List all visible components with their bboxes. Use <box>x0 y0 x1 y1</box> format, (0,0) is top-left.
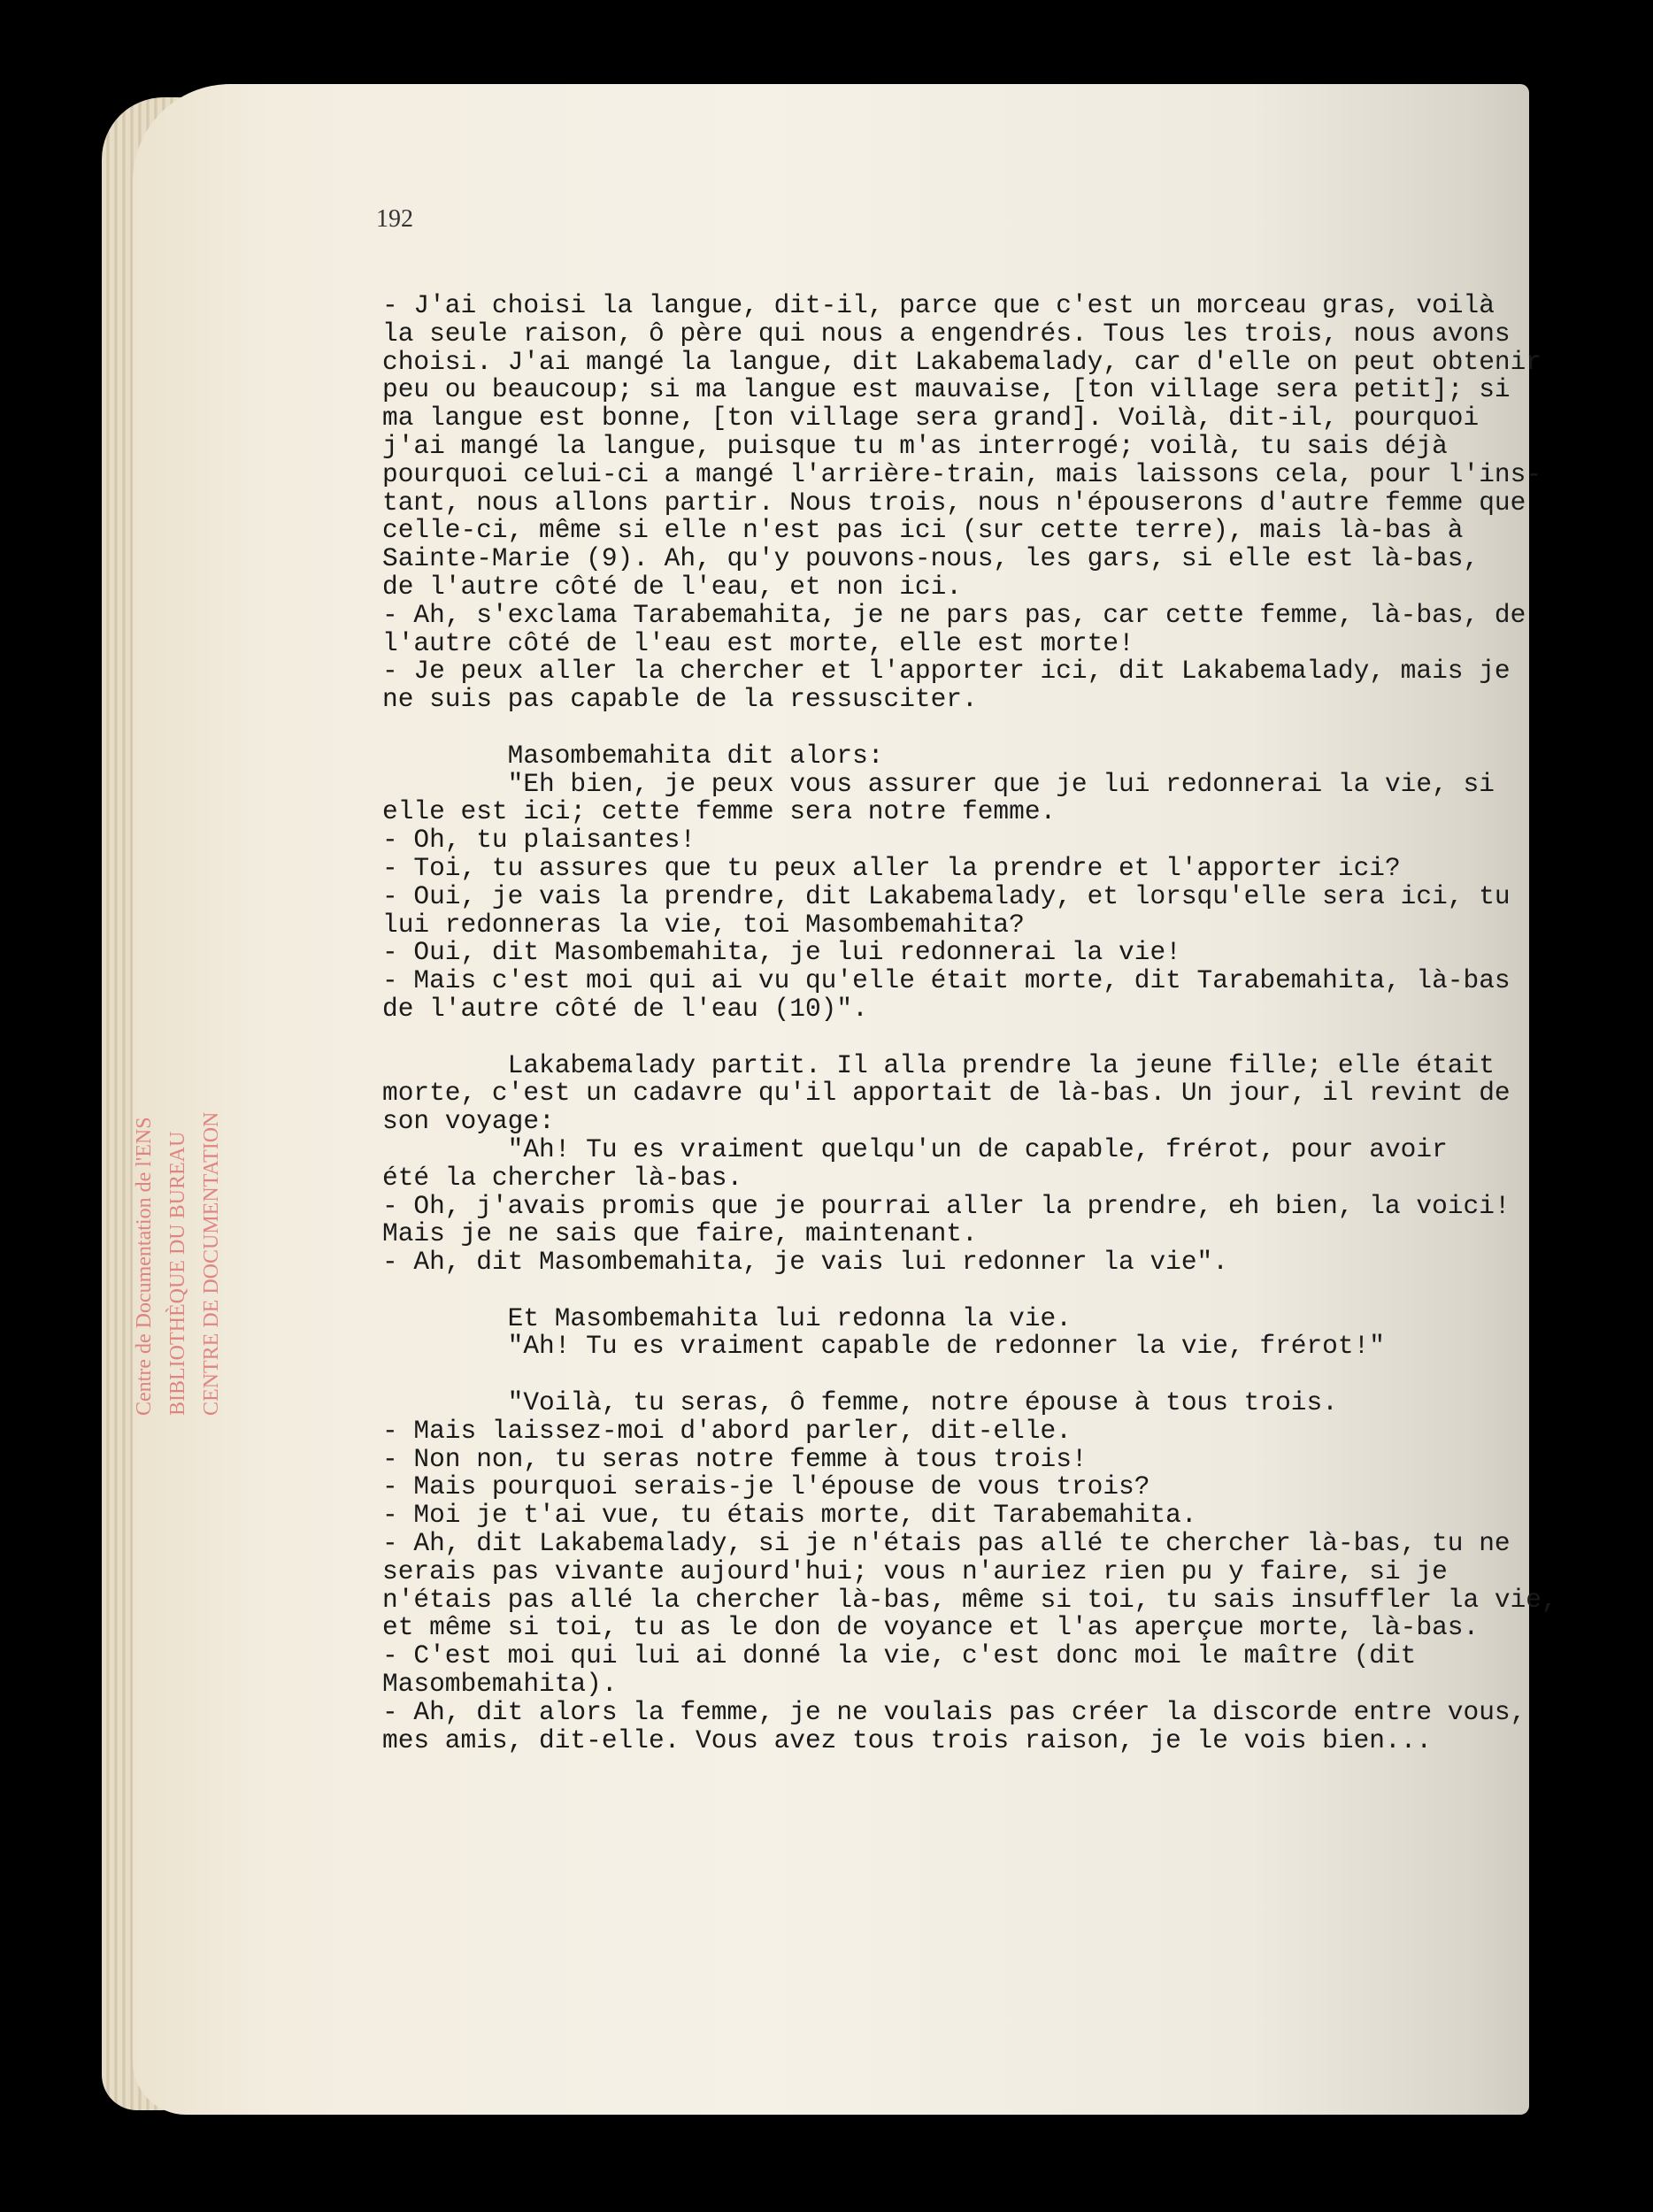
text-line: - Mais pourquoi serais-je l'épouse de vous trois? <box>382 1471 1150 1502</box>
text-line: Masombemahita dit alors: <box>382 740 884 771</box>
text-line: choisi. J'ai mangé la langue, dit Lakabemalady, car d'elle on peut obtenir <box>382 346 1542 377</box>
text-line: Lakabemalady partit. Il alla prendre la jeune fille; elle était <box>382 1049 1495 1080</box>
text-line: celle-ci, même si elle n'est pas ici (sur cette terre), mais là-bas à <box>382 515 1464 546</box>
text-line: - Toi, tu assures que tu peux aller la prendre et l'apporter ici? <box>382 852 1401 883</box>
text-line: - Oh, j'avais promis que je pourrai aller la prendre, eh bien, la voici! <box>382 1190 1511 1221</box>
stamp-line: CENTRE DE DOCUMENTATION <box>200 1111 223 1416</box>
text-line: n'étais pas allé la chercher là-bas, même si toi, tu sais insuffler la vie, <box>382 1584 1557 1615</box>
text-line: - Non non, tu seras notre femme à tous trois! <box>382 1443 1088 1474</box>
text-line: la seule raison, ô père qui nous a engendrés. Tous les trois, nous avons <box>382 318 1511 349</box>
text-line: - Mais c'est moi qui ai vu qu'elle était morte, dit Tarabemahita, là-bas <box>382 965 1511 996</box>
text-line: - J'ai choisi la langue, dit-il, parce que c'est un morceau gras, voilà <box>382 290 1495 320</box>
text-line: mes amis, dit-elle. Vous avez tous trois raison, je le vois bien... <box>382 1724 1433 1755</box>
text-line <box>382 1024 1533 1052</box>
text-line: j'ai mangé la langue, puisque tu m'as interrogé; voilà, tu sais déjà <box>382 430 1448 461</box>
text-line: - Ah, dit Masombemahita, je vais lui redonner la vie". <box>382 1247 1228 1278</box>
text-line: - C'est moi qui lui ai donné la vie, c'est donc moi le maître (dit <box>382 1640 1417 1671</box>
text-line: Sainte-Marie (9). Ah, qu'y pouvons-nous, les gars, si elle est là-bas, <box>382 543 1480 574</box>
text-line: tant, nous allons partir. Nous trois, nous n'épouserons d'autre femme que <box>382 487 1526 518</box>
text-line: "Ah! Tu es vraiment capable de redonner la vie, frérot!" <box>382 1331 1385 1362</box>
text-line: - Je peux aller la chercher et l'apporter ici, dit Lakabemalady, mais je <box>382 656 1511 687</box>
text-line: de l'autre côté de l'eau (10)". <box>382 993 868 1024</box>
text-line: ne suis pas capable de la ressusciter. <box>382 684 978 715</box>
text-line: - Ah, s'exclama Tarabemahita, je ne pars pas, car cette femme, là-bas, de <box>382 599 1526 630</box>
text-line <box>382 714 1533 742</box>
text-line: - Oh, tu plaisantes! <box>382 825 696 856</box>
text-line: été la chercher là-bas. <box>382 1162 743 1193</box>
text-line: serais pas vivante aujourd'hui; vous n'auriez rien pu y faire, si je <box>382 1555 1448 1586</box>
text-line: Masombemahita). <box>382 1669 618 1700</box>
page-body-text <box>382 290 1557 1755</box>
text-line: de l'autre côté de l'eau, et non ici. <box>382 571 963 602</box>
stamp-line: BIBLIOTHÈQUE DU BUREAU <box>166 1131 189 1416</box>
text-line: "Voilà, tu seras, ô femme, notre épouse à tous trois. <box>382 1387 1338 1418</box>
text-line: - Ah, dit alors la femme, je ne voulais pas créer la discorde entre vous, <box>382 1696 1526 1727</box>
text-line: Mais je ne sais que faire, maintenant. <box>382 1218 978 1249</box>
text-line: - Ah, dit Lakabemalady, si je n'étais pas allé te chercher là-bas, tu ne <box>382 1528 1511 1559</box>
text-line: Et Masombemahita lui redonna la vie. <box>382 1302 1072 1333</box>
library-stamp <box>131 902 237 1416</box>
text-line: ma langue est bonne, [ton village sera grand]. Voilà, dit-il, pourquoi <box>382 403 1480 434</box>
text-line <box>382 1361 1533 1389</box>
text-line: - Oui, dit Masombemahita, je lui redonnerai la vie! <box>382 937 1181 968</box>
text-line: lui redonneras la vie, toi Masombemahita? <box>382 909 1025 940</box>
text-line <box>382 1277 1533 1305</box>
text-line: peu ou beaucoup; si ma langue est mauvaise, [ton village sera petit]; si <box>382 374 1511 405</box>
page-number: 192 <box>376 205 413 233</box>
text-line: "Eh bien, je peux vous assurer que je lui redonnerai la vie, si <box>382 768 1495 799</box>
text-line: "Ah! Tu es vraiment quelqu'un de capable, frérot, pour avoir <box>382 1133 1448 1164</box>
text-line: pourquoi celui-ci a mangé l'arrière-train, mais laissons cela, pour l'ins- <box>382 458 1542 489</box>
text-line: son voyage: <box>382 1106 555 1137</box>
text-line: - Moi je t'ai vue, tu étais morte, dit Tarabemahita. <box>382 1500 1197 1531</box>
text-line: morte, c'est un cadavre qu'il apportait de là-bas. Un jour, il revint de <box>382 1078 1511 1109</box>
text-line: - Mais laissez-moi d'abord parler, dit-elle. <box>382 1415 1072 1446</box>
stamp-line: Centre de Documentation de l'ENS <box>133 1117 156 1416</box>
text-line: elle est ici; cette femme sera notre femme. <box>382 796 1057 827</box>
text-line: l'autre côté de l'eau est morte, elle est morte! <box>382 627 1134 658</box>
text-line: - Oui, je vais la prendre, dit Lakabemalady, et lorsqu'elle sera ici, tu <box>382 880 1511 911</box>
text-line: et même si toi, tu as le don de voyance et l'as aperçue morte, là-bas. <box>382 1612 1480 1643</box>
